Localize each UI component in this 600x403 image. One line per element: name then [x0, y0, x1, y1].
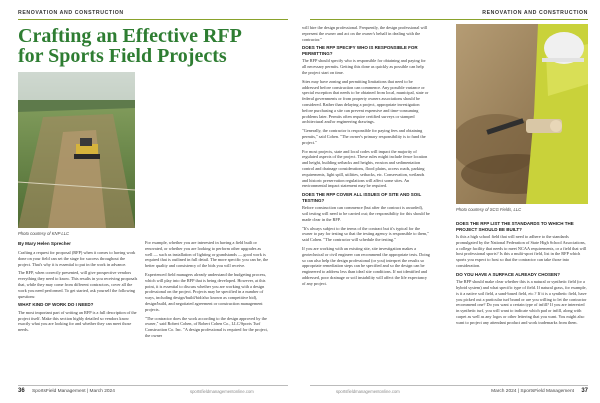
field-construction-photo: [18, 72, 135, 228]
footer-url-left[interactable]: sportsfieldmanagementonline.com: [190, 389, 254, 394]
paragraph: The RFP should make clear whether this is a natural or synthetic field (or a hybrid system) and what specific type of field. If natural grass, for example, is it a native soil field, a sand-based field, etc.? If it is a synthetic field, have you picked out a particular turf brand or are you willing to let the contractor recommend one? Do you want a certain type of infill? If you are interested in synthetic turf, you will want to indicate which pad or infill, along with carpet as well as any logos or other lettering that you want. You might also want to project any attendant product and work trademarks from them.: [456, 279, 587, 325]
column-4: [456, 218, 588, 382]
article-title: Crafting an Effective RFP for Sports Field Projects: [18, 25, 241, 67]
paragraph: The RFP should specify who is responsible for obtaining and paying for all necessary permits. Getting this done as quickly as possible can help the project start on time.: [302, 58, 426, 75]
paragraph: Experienced field managers already understand the budgeting process, which will play into the RFP that is being developed. However, at this point, it is essential to discuss whether you are working with a design professional on the project. Projects may be specified in a number of ways, including design/build/bid/also known as competitive bid), design/build, and negotiated agreement or construction management projects.: [145, 271, 267, 312]
paragraph: Before construction can commence (but after the contract is awarded), soil testing will need to be carried out; the responsibility for this should be made clear in the RFP.: [302, 205, 430, 222]
paragraph: If you are working with an existing site, site investigation makes a geotechnical or civil engineer can recommend the appropriate tests. Doing so can also help the design professional (or you) interpret the results so appropriate remediation steps can be specified and so the design can be engineered to address less than ideal site conditions. If not identified and addressed, poor drainage or soil instability will affect the life expectancy of any project.: [302, 245, 430, 286]
left-photo-caption: Photo courtesy of KNP LLC: [18, 231, 70, 236]
paragraph: Is this a high school field that will need to adhere to the standards promulgated by the National Federation of State High School Associations, a college facility that needs to meet NCAA requirements, or a field that will host professional sports? Is this a multi-sport field, list in the RFP which sports you expect to host so that the contractor can take those into consideration.: [456, 234, 587, 268]
right-photo-caption: Photo courtesy of SCG Fields, LLC: [456, 207, 522, 212]
paragraph: "The contractor does the work according to the design approved by the owner," said Robert Cohen, of Robert Cohen Co., LLC/Sports Turf Construction Co. Inc. "A design professional is required for the project, the owner: [145, 315, 268, 338]
paragraph: "It's always subject to the terms of the contract but it's typical for the owner to pay for testing so that the testing agency is responsible to them," said Cohen. "The contractor will schedule the testing.": [302, 225, 430, 243]
column-1: [18, 250, 138, 382]
subhead: WHAT KIND OF WORK DO I NEED?: [18, 302, 94, 308]
footer-url-right[interactable]: sportsfieldmanagementonline.com: [336, 389, 400, 394]
paragraph: The most important part of writing an RFP is a full description of the project itself. Make this section highly detailed so vendors know exactly what you are looking for and whether they can meet those needs.: [18, 309, 137, 333]
subhead: DOES THE RFP LIST THE STANDARDS TO WHICH THE PROJECT SHOULD BE BUILT?: [456, 221, 574, 232]
magazine-issue-left: SportsField Management | March 2024: [32, 389, 115, 394]
footer-rule-left: [18, 385, 288, 386]
byline: By Mary Helen Sprecher: [18, 241, 71, 246]
paragraph: Sites may have zoning and permitting limitations that need to be addressed before construction can commence. Any possible variance or special exception that needs to be obtained from local, municipal, state or federal governments or from property owners associations should be considered. Rather than delaying a project, appropriate investigation before purchasing a site can prevent expensive and time-consuming problems later. Permits often require certified surveys or stamped architectural and/or engineering drawings.: [302, 78, 429, 125]
subhead: DOES THE RFP SPECIFY WHO IS RESPONSIBLE FOR PERMITTING?: [302, 45, 418, 56]
right-page: [300, 0, 600, 403]
paragraph: will hire the design professional. Frequently, the design professional will represent the owner and act on the owner's behalf in dealing with the contractor.": [302, 25, 428, 42]
paragraph: The RFP, when correctly presented, will give prospective vendors everything they need to know. This results in you receiving proposals that, while they may come from different contractors, cover all the work you need performed. To get started, ask yourself the following questions:: [18, 270, 138, 299]
section-label-right: RENOVATION AND CONSTRUCTION: [482, 10, 588, 16]
worker-soil-testing-photo: [456, 24, 588, 204]
column-3: [302, 25, 430, 382]
subhead: DOES THE RFP COVER ALL ISSUES OF SITE AND SOIL TESTING?: [302, 192, 422, 203]
paragraph: For most projects, state and local codes will impact the majority of regulated aspects of the project. These rules might include fence location and height, building setbacks and heights, erosion and sedimentation control and drainage considerations, flood plains, access roads, parking requirements, light spill, utilities, setbacks, etc. Conservation, wetlands and historic preservation regulations will affect some sites. An environmental impact statement may be required.: [302, 148, 428, 189]
subhead: DO YOU HAVE A SURFACE ALREADY CHOSEN?: [456, 271, 561, 277]
right-photo: [456, 24, 588, 204]
page-number-left: 36: [18, 388, 25, 394]
column-2: [145, 240, 269, 382]
footer-left: [18, 388, 115, 394]
footer-rule-right: [310, 385, 588, 386]
section-rule-left: [18, 19, 288, 20]
magazine-issue-right: March 2024 | SportsField Management: [491, 389, 574, 394]
page-number-right: 37: [581, 388, 588, 394]
paragraph: "Generally, the contractor is responsible for paying fees and obtaining permits," said Cohen. "The owner's primary responsibility is to fund the project.": [302, 128, 426, 145]
paragraph: Crafting a request for proposal (RFP) when it comes to having work done on your field can set the stage for success throughout the project. That's why it is essential to put in the work in advance.: [18, 250, 136, 267]
footer-right: [491, 388, 588, 394]
paragraph: For example, whether you are interested in having a field built or renovated, or whether you are looking to perform other upgrades as well — such as installation of lighting or grandstands — good work is required that is outlined in full detail. The more specific you can be, the better quality and consistency of the bids you will receive.: [145, 240, 269, 269]
left-photo: [18, 72, 135, 228]
section-rule-right: [310, 19, 588, 20]
section-label-left: RENOVATION AND CONSTRUCTION: [18, 10, 124, 16]
